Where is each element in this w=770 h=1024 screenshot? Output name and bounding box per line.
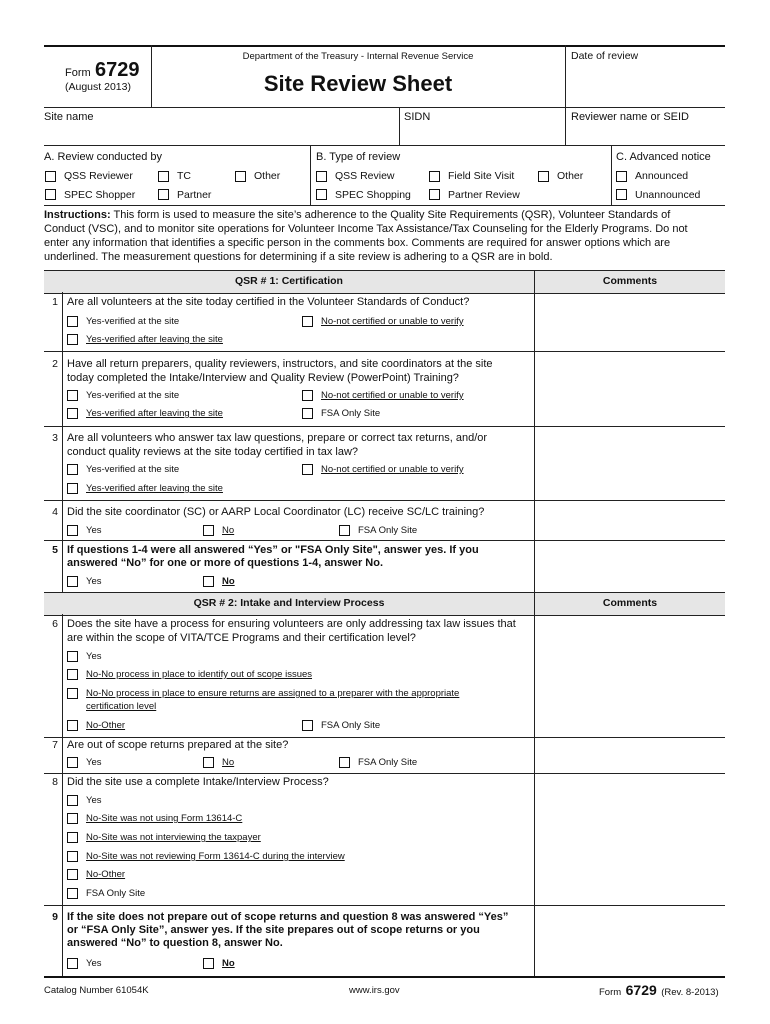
footer-rev: (Rev. 8-2013) [661, 987, 719, 998]
checkbox-announced[interactable] [616, 171, 627, 182]
option-label: Yes [86, 958, 102, 969]
qsr2-comments-header: Comments [602, 597, 658, 609]
q8-no-interview-checkbox[interactable] [67, 832, 78, 843]
question-number: 4 [52, 506, 58, 518]
q9-text-line-3: answered “No” to question 8, answer No. [67, 937, 283, 949]
option-label: Partner Review [448, 189, 520, 201]
q8-text: Did the site use a complete Intake/Interview Process? [67, 776, 329, 788]
option-label: Yes [86, 525, 102, 536]
option-label: Other [557, 170, 584, 182]
q2-no-checkbox[interactable] [302, 390, 313, 401]
q2-text-line-1: Have all return preparers, quality reviewers, instructors, and site coordinators at the site [67, 358, 493, 370]
footer-form-label: Form [599, 987, 622, 998]
q9-text-line-1: If the site does not prepare out of scope returns and question 8 was answered “Yes” [67, 911, 509, 923]
instructions-line-1 [44, 209, 670, 221]
q8-comments-field[interactable] [536, 774, 724, 904]
option-label: No [222, 576, 235, 587]
checkbox-partner-review[interactable] [429, 189, 440, 200]
abc-divider-1 [310, 145, 311, 205]
q1-yes-after-checkbox[interactable] [67, 334, 78, 345]
instructions-top-rule [44, 205, 725, 206]
q1-yes-verified-checkbox[interactable] [67, 316, 78, 327]
site-row-top-rule [44, 107, 725, 108]
abc-divider-2 [611, 145, 612, 205]
option-label: No-Other [86, 720, 126, 731]
q3-text-line-1: Are all volunteers who answer tax law questions, prepare or correct tax returns, and/or [67, 432, 488, 444]
question-number: 1 [52, 296, 58, 308]
option-label: Yes-verified after leaving the site [86, 408, 223, 419]
option-label: No-Site was not interviewing the taxpayer [86, 832, 261, 843]
checkbox-b-other[interactable] [538, 171, 549, 182]
sidn-field[interactable] [400, 124, 564, 144]
question-number: 8 [52, 776, 58, 788]
q2-yes-after-checkbox[interactable] [67, 408, 78, 419]
q6-text-line-1: Does the site have a process for ensuring volunteers are only addressing tax law issues that [67, 618, 516, 630]
option-label: SPEC Shopping [335, 189, 411, 201]
site-name-field[interactable] [44, 124, 398, 144]
option-label: Yes-verified after leaving the site [86, 334, 223, 345]
q7-yes-checkbox[interactable] [67, 757, 78, 768]
q5-yes-checkbox[interactable] [67, 576, 78, 587]
option-label: Yes [86, 576, 102, 587]
option-label: TC [177, 170, 191, 182]
option-label: No-Other [86, 869, 126, 880]
q6-text-line-2: are within the scope of VITA/TCE Programs and their certification level? [67, 632, 416, 644]
question-number: 9 [52, 911, 58, 923]
option-label: No-not certified or unable to verify [321, 464, 464, 475]
option-label: FSA Only Site [86, 888, 146, 899]
q7-fsa-checkbox[interactable] [339, 757, 350, 768]
question-number: 6 [52, 618, 58, 630]
q6-yes-checkbox[interactable] [67, 651, 78, 662]
abc-top-rule [44, 145, 725, 146]
q9-comments-field[interactable] [536, 906, 724, 975]
option-label: SPEC Shopper [64, 189, 136, 201]
q9-text-line-2: or “FSA Only Site”, answer yes. If the site prepares out of scope returns or you [67, 924, 480, 936]
q9-no-checkbox[interactable] [203, 958, 214, 969]
q2-text-line-2: today completed the Intake/Interview and Quality Review (PowerPoint) Training? [67, 372, 459, 384]
q1-no-checkbox[interactable] [302, 316, 313, 327]
option-label: No-No process in place to identify out of scope issues [86, 669, 313, 680]
option-label: FSA Only Site [358, 757, 418, 768]
section-c-title: C. Advanced notice [616, 151, 711, 163]
sidn-label: SIDN [404, 111, 431, 123]
form-label: Form [65, 67, 91, 79]
q8-fsa-checkbox[interactable] [67, 888, 78, 899]
option-label: FSA Only Site [321, 720, 381, 731]
website-link[interactable]: www.irs.gov [349, 985, 400, 996]
checkbox-partner[interactable] [158, 189, 169, 200]
q8-no-form-checkbox[interactable] [67, 813, 78, 824]
instructions-label: Instructions: [44, 209, 111, 221]
option-label: Partner [177, 189, 212, 201]
q5-text-line-1: If questions 1-4 were all answered “Yes” or "FSA Only Site", answer yes. If you [67, 544, 479, 556]
checkbox-qss-reviewer[interactable] [45, 171, 56, 182]
q7-no-checkbox[interactable] [203, 757, 214, 768]
department-name: Department of the Treasury - Internal Revenue Service [242, 51, 474, 62]
option-label: Yes-verified at the site [86, 390, 180, 401]
q6-fsa-checkbox[interactable] [302, 720, 313, 731]
q6-no-process-assign-checkbox[interactable] [67, 688, 78, 699]
q5-text-line-2: answered “No” for one or more of questions 1-4, answer No. [67, 557, 384, 569]
reviewer-label: Reviewer name or SEID [571, 111, 689, 123]
option-label: Yes [86, 757, 102, 768]
option-label: No-Site was not reviewing Form 13614-C during the interview [86, 851, 345, 862]
option-label: FSA Only Site [321, 408, 381, 419]
bottom-rule [44, 976, 725, 978]
section-a-title: A. Review conducted by [44, 151, 163, 163]
date-of-review-field[interactable] [566, 60, 725, 106]
option-label: Yes [86, 795, 102, 806]
option-label: Other [254, 170, 281, 182]
q3-yes-verified-checkbox[interactable] [67, 464, 78, 475]
catalog-number: Catalog Number 61054K [44, 985, 149, 996]
qsr1-title: QSR # 1: Certification [235, 275, 343, 287]
q9-yes-checkbox[interactable] [67, 958, 78, 969]
date-of-review-label: Date of review [571, 50, 639, 62]
question-number: 3 [52, 432, 58, 444]
q4-no-checkbox[interactable] [203, 525, 214, 536]
option-label: No-not certified or unable to verify [321, 390, 464, 401]
checkbox-qss-review[interactable] [316, 171, 327, 182]
checkbox-a-other[interactable] [235, 171, 246, 182]
q8-no-other-checkbox[interactable] [67, 869, 78, 880]
q1-text: Are all volunteers at the site today certified in the Volunteer Standards of Conduct? [67, 296, 470, 308]
footer-form-ref [599, 982, 719, 1000]
q8-no-review-checkbox[interactable] [67, 851, 78, 862]
q1-comments-field[interactable] [536, 293, 724, 350]
footer-form-number: 6729 [625, 982, 657, 998]
option-label: QSS Review [335, 170, 395, 182]
instructions-line-2: Conduct (VSC), and to monitor site operations for Volunteer Income Tax Assistance/Tax Counseling for the Elderly Programs. Do not [44, 223, 688, 235]
top-rule [44, 45, 725, 47]
q5-no-checkbox[interactable] [203, 576, 214, 587]
option-label: FSA Only Site [358, 525, 418, 536]
option-label: No [222, 958, 235, 969]
q3-no-checkbox[interactable] [302, 464, 313, 475]
number-column-rule [62, 292, 63, 592]
option-label: Unannounced [635, 189, 701, 201]
question-number: 5 [52, 544, 58, 556]
q2-fsa-checkbox[interactable] [302, 408, 313, 419]
instructions-line-3: enter any information that identifies a specific person in the comments box. Comments are required for answer options which are [44, 237, 671, 249]
site-name-label: Site name [44, 111, 94, 123]
q2-comments-field[interactable] [536, 352, 724, 425]
q6-no-process-scope-checkbox[interactable] [67, 669, 78, 680]
q4-fsa-checkbox[interactable] [339, 525, 350, 536]
q3-text-line-2: conduct quality reviews at the site today certified in tax law? [67, 446, 359, 458]
option-label: Yes-verified after leaving the site [86, 483, 223, 494]
instructions-text: This form is used to measure the site’s adherence to the Quality Site Requirements (QSR), Volunteer Standards of [113, 209, 671, 221]
checkbox-spec-shopping[interactable] [316, 189, 327, 200]
checkbox-unannounced[interactable] [616, 189, 627, 200]
checkbox-spec-shopper[interactable] [45, 189, 56, 200]
q3-yes-after-checkbox[interactable] [67, 483, 78, 494]
checkbox-field-site-visit[interactable] [429, 171, 440, 182]
instructions-line-4: underlined. The measurement questions for determining if a site review is adhering to a QSR are in bold. [44, 251, 553, 263]
q5-comments-field[interactable] [536, 541, 724, 591]
form-number: 6729 [95, 59, 140, 81]
page-title: Site Review Sheet [263, 71, 453, 96]
option-label-continued: certification level [86, 701, 157, 712]
qsr1-comments-header: Comments [602, 275, 658, 287]
option-label: No [222, 757, 235, 768]
q6-no-other-checkbox[interactable] [67, 720, 78, 731]
q2-yes-verified-checkbox[interactable] [67, 390, 78, 401]
option-label: No-Site was not using Form 13614-C [86, 813, 243, 824]
q4-comments-field[interactable] [536, 501, 724, 539]
comments-column-rule [534, 592, 535, 976]
comments-column-rule [534, 270, 535, 592]
option-label: QSS Reviewer [64, 170, 133, 182]
number-column-rule [62, 614, 63, 976]
question-number: 7 [52, 739, 58, 751]
q7-text: Are out of scope returns prepared at the site? [67, 739, 289, 751]
q3-comments-field[interactable] [536, 427, 724, 499]
option-label: Yes-verified at the site [86, 464, 180, 475]
q4-text: Did the site coordinator (SC) or AARP Local Coordinator (LC) receive SC/LC training? [67, 506, 485, 518]
section-b-title: B. Type of review [316, 151, 401, 163]
question-number: 2 [52, 358, 58, 370]
option-label: Announced [635, 170, 689, 182]
reviewer-field[interactable] [566, 124, 725, 144]
option-label: Field Site Visit [448, 170, 515, 182]
option-label: Yes [86, 651, 102, 662]
option-label: No [222, 525, 235, 536]
qsr2-title: QSR # 2: Intake and Interview Process [193, 597, 385, 609]
option-label: Yes-verified at the site [86, 316, 180, 327]
checkbox-tc[interactable] [158, 171, 169, 182]
q7-comments-field[interactable] [536, 738, 724, 772]
form-date: (August 2013) [65, 81, 131, 93]
option-label: No-not certified or unable to verify [321, 316, 464, 327]
q6-comments-field[interactable] [536, 615, 724, 736]
q8-yes-checkbox[interactable] [67, 795, 78, 806]
option-label: No-No process in place to ensure returns are assigned to a preparer with the appropriate [86, 688, 460, 699]
q4-yes-checkbox[interactable] [67, 525, 78, 536]
